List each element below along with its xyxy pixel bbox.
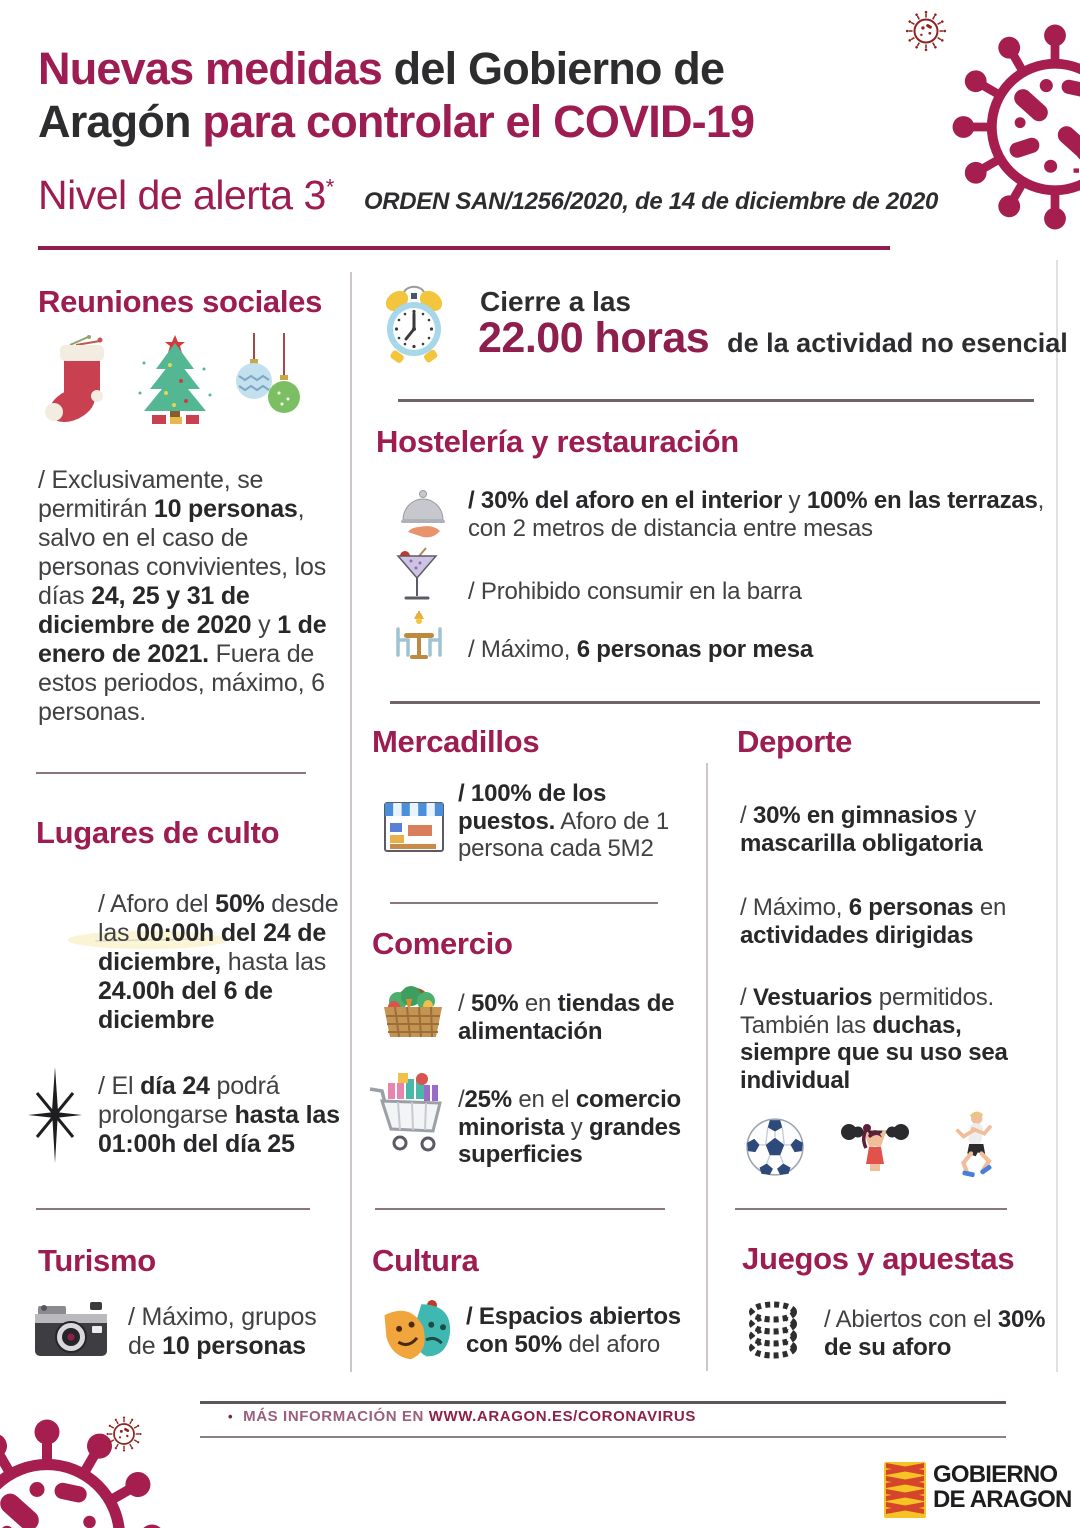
juegos-item-1: / Abiertos con el 30% de su aforo: [824, 1306, 1046, 1361]
shopping-cart-icon: [366, 1070, 454, 1154]
section-heading-hosteleria: Hostelería y restauración: [376, 424, 739, 459]
turismo-item-1: / Máximo, grupos de 10 personas: [128, 1303, 317, 1360]
deporte-item-2: / Máximo, 6 personas en actividades dirigidas: [740, 894, 1007, 949]
food-basket-icon: [378, 972, 448, 1044]
order-reference: ORDEN SAN/1256/2020, de 14 de diciembre de 2020: [363, 188, 939, 215]
gobierno-aragon-logo: [884, 1462, 1072, 1518]
virus-small-icon: [903, 8, 949, 54]
cultura-item-1: / Espacios abiertos con 50% del aforo: [466, 1303, 681, 1358]
section-heading-culto: Lugares de culto: [36, 815, 280, 850]
title-plain-1: del Gobierno de: [381, 43, 725, 94]
christmas-icons-row: [42, 332, 304, 426]
page-title: [38, 42, 908, 148]
sports-icons-row: [744, 1110, 1000, 1178]
logo-text: [933, 1462, 1072, 1512]
curfew-rest: de la actividad no esencial: [727, 328, 1068, 358]
curfew-line2: [478, 314, 1068, 363]
title-plain-2: Aragón: [38, 96, 203, 147]
aragon-shield-icon: [884, 1462, 926, 1518]
hosteleria-item-3: / Máximo, 6 personas por mesa: [468, 636, 813, 663]
column-divider-left: [350, 272, 352, 1372]
ornaments-icon: [234, 332, 304, 426]
column-divider-right: [706, 763, 708, 1371]
cloche-icon: [399, 486, 447, 540]
camera-icon: [34, 1300, 108, 1358]
virus-small-bottom-icon: [104, 1414, 144, 1454]
divider-mercadillos: [390, 902, 658, 904]
footer-bullet: •: [228, 1409, 234, 1424]
curfew-line1: Cierre a las: [480, 286, 631, 317]
market-stall-icon: [382, 798, 446, 856]
footer-rule-top: [200, 1401, 1006, 1404]
soccer-ball-icon: [744, 1116, 806, 1178]
divider-comercio: [375, 1208, 665, 1210]
poker-chips-icon: [746, 1300, 800, 1360]
weightlifter-icon: [838, 1116, 912, 1178]
culto-item-1: / Aforo del 50% desde las 00:00h del 24 de diciembre, hasta las 24.00h del 6 de diciembre: [98, 890, 339, 1034]
alert-level: Nivel de alerta 3*: [38, 172, 334, 218]
bethlehem-star-icon: [28, 1066, 82, 1164]
deporte-item-3: / Vestuarios permitidos. También las duchas, siempre que su uso sea individual: [740, 984, 1008, 1094]
divider-culto: [36, 1208, 310, 1210]
virus-large-bottom-icon: [0, 1412, 172, 1528]
alert-row: [38, 172, 958, 219]
reuniones-paragraph: / Exclusivamente, se permitirán 10 personas, salvo en el caso de personas convivientes, los días 24, 25 y 31 de diciembre de 2020 y 1 de enero de 2021. Fuera de estos periodos, máximo, 6 personas.: [38, 466, 327, 726]
hosteleria-item-2: / Prohibido consumir en la barra: [468, 578, 802, 605]
alarm-clock-icon: [381, 281, 447, 371]
alert-asterisk: *: [325, 174, 334, 200]
table-chairs-icon: [390, 608, 448, 668]
runner-icon: [944, 1110, 1000, 1178]
footer-rule-bottom: [200, 1436, 1006, 1438]
section-heading-mercadillos: Mercadillos: [372, 724, 540, 759]
divider-deporte: [735, 1208, 1007, 1210]
culto-item-2: / El día 24 podrá prolongarse hasta las 01:00h del día 25: [98, 1072, 340, 1158]
section-heading-turismo: Turismo: [38, 1243, 156, 1278]
logo-line-1: GOBIERNO: [933, 1461, 1058, 1488]
footer-info: [228, 1408, 696, 1425]
divider-curfew: [398, 399, 1034, 402]
section-heading-reuniones: Reuniones sociales: [38, 284, 323, 319]
virus-large-icon: [946, 12, 1080, 242]
footer-info-plain: MÁS INFORMACIÓN EN: [243, 1408, 429, 1425]
section-heading-cultura: Cultura: [372, 1243, 479, 1278]
cocktail-icon: [396, 545, 438, 609]
logo-line-2: DE ARAGON: [933, 1486, 1072, 1513]
header-rule: [38, 246, 890, 250]
mercadillos-item-1: / 100% de los puestos. Aforo de 1 persona cada 5M2: [458, 780, 669, 862]
stocking-icon: [42, 332, 116, 426]
comercio-item-2: /25% en el comercio minorista y grandes superficies: [458, 1086, 682, 1168]
christmas-tree-icon: [136, 332, 214, 426]
divider-hosteleria: [390, 701, 1040, 704]
title-accent-1: Nuevas medidas: [38, 43, 382, 94]
theater-masks-icon: [380, 1294, 458, 1364]
page-edge-line: [1056, 260, 1058, 1372]
section-heading-deporte: Deporte: [737, 724, 853, 759]
comercio-item-1: / 50% en tiendas de alimentación: [458, 990, 675, 1045]
section-heading-juegos: Juegos y apuestas: [742, 1241, 1015, 1276]
title-accent-2: para controlar el COVID-19: [202, 96, 755, 147]
footer-info-url: WWW.ARAGON.ES/CORONAVIRUS: [428, 1408, 696, 1425]
deporte-item-1: / 30% en gimnasios y mascarilla obligatoria: [740, 802, 983, 857]
curfew-time: 22.00 horas: [478, 314, 710, 362]
divider-reuniones: [36, 772, 306, 774]
hosteleria-item-1: / 30% del aforo en el interior y 100% en las terrazas, con 2 metros de distancia entre mesas: [468, 487, 1045, 542]
section-heading-comercio: Comercio: [372, 926, 513, 961]
